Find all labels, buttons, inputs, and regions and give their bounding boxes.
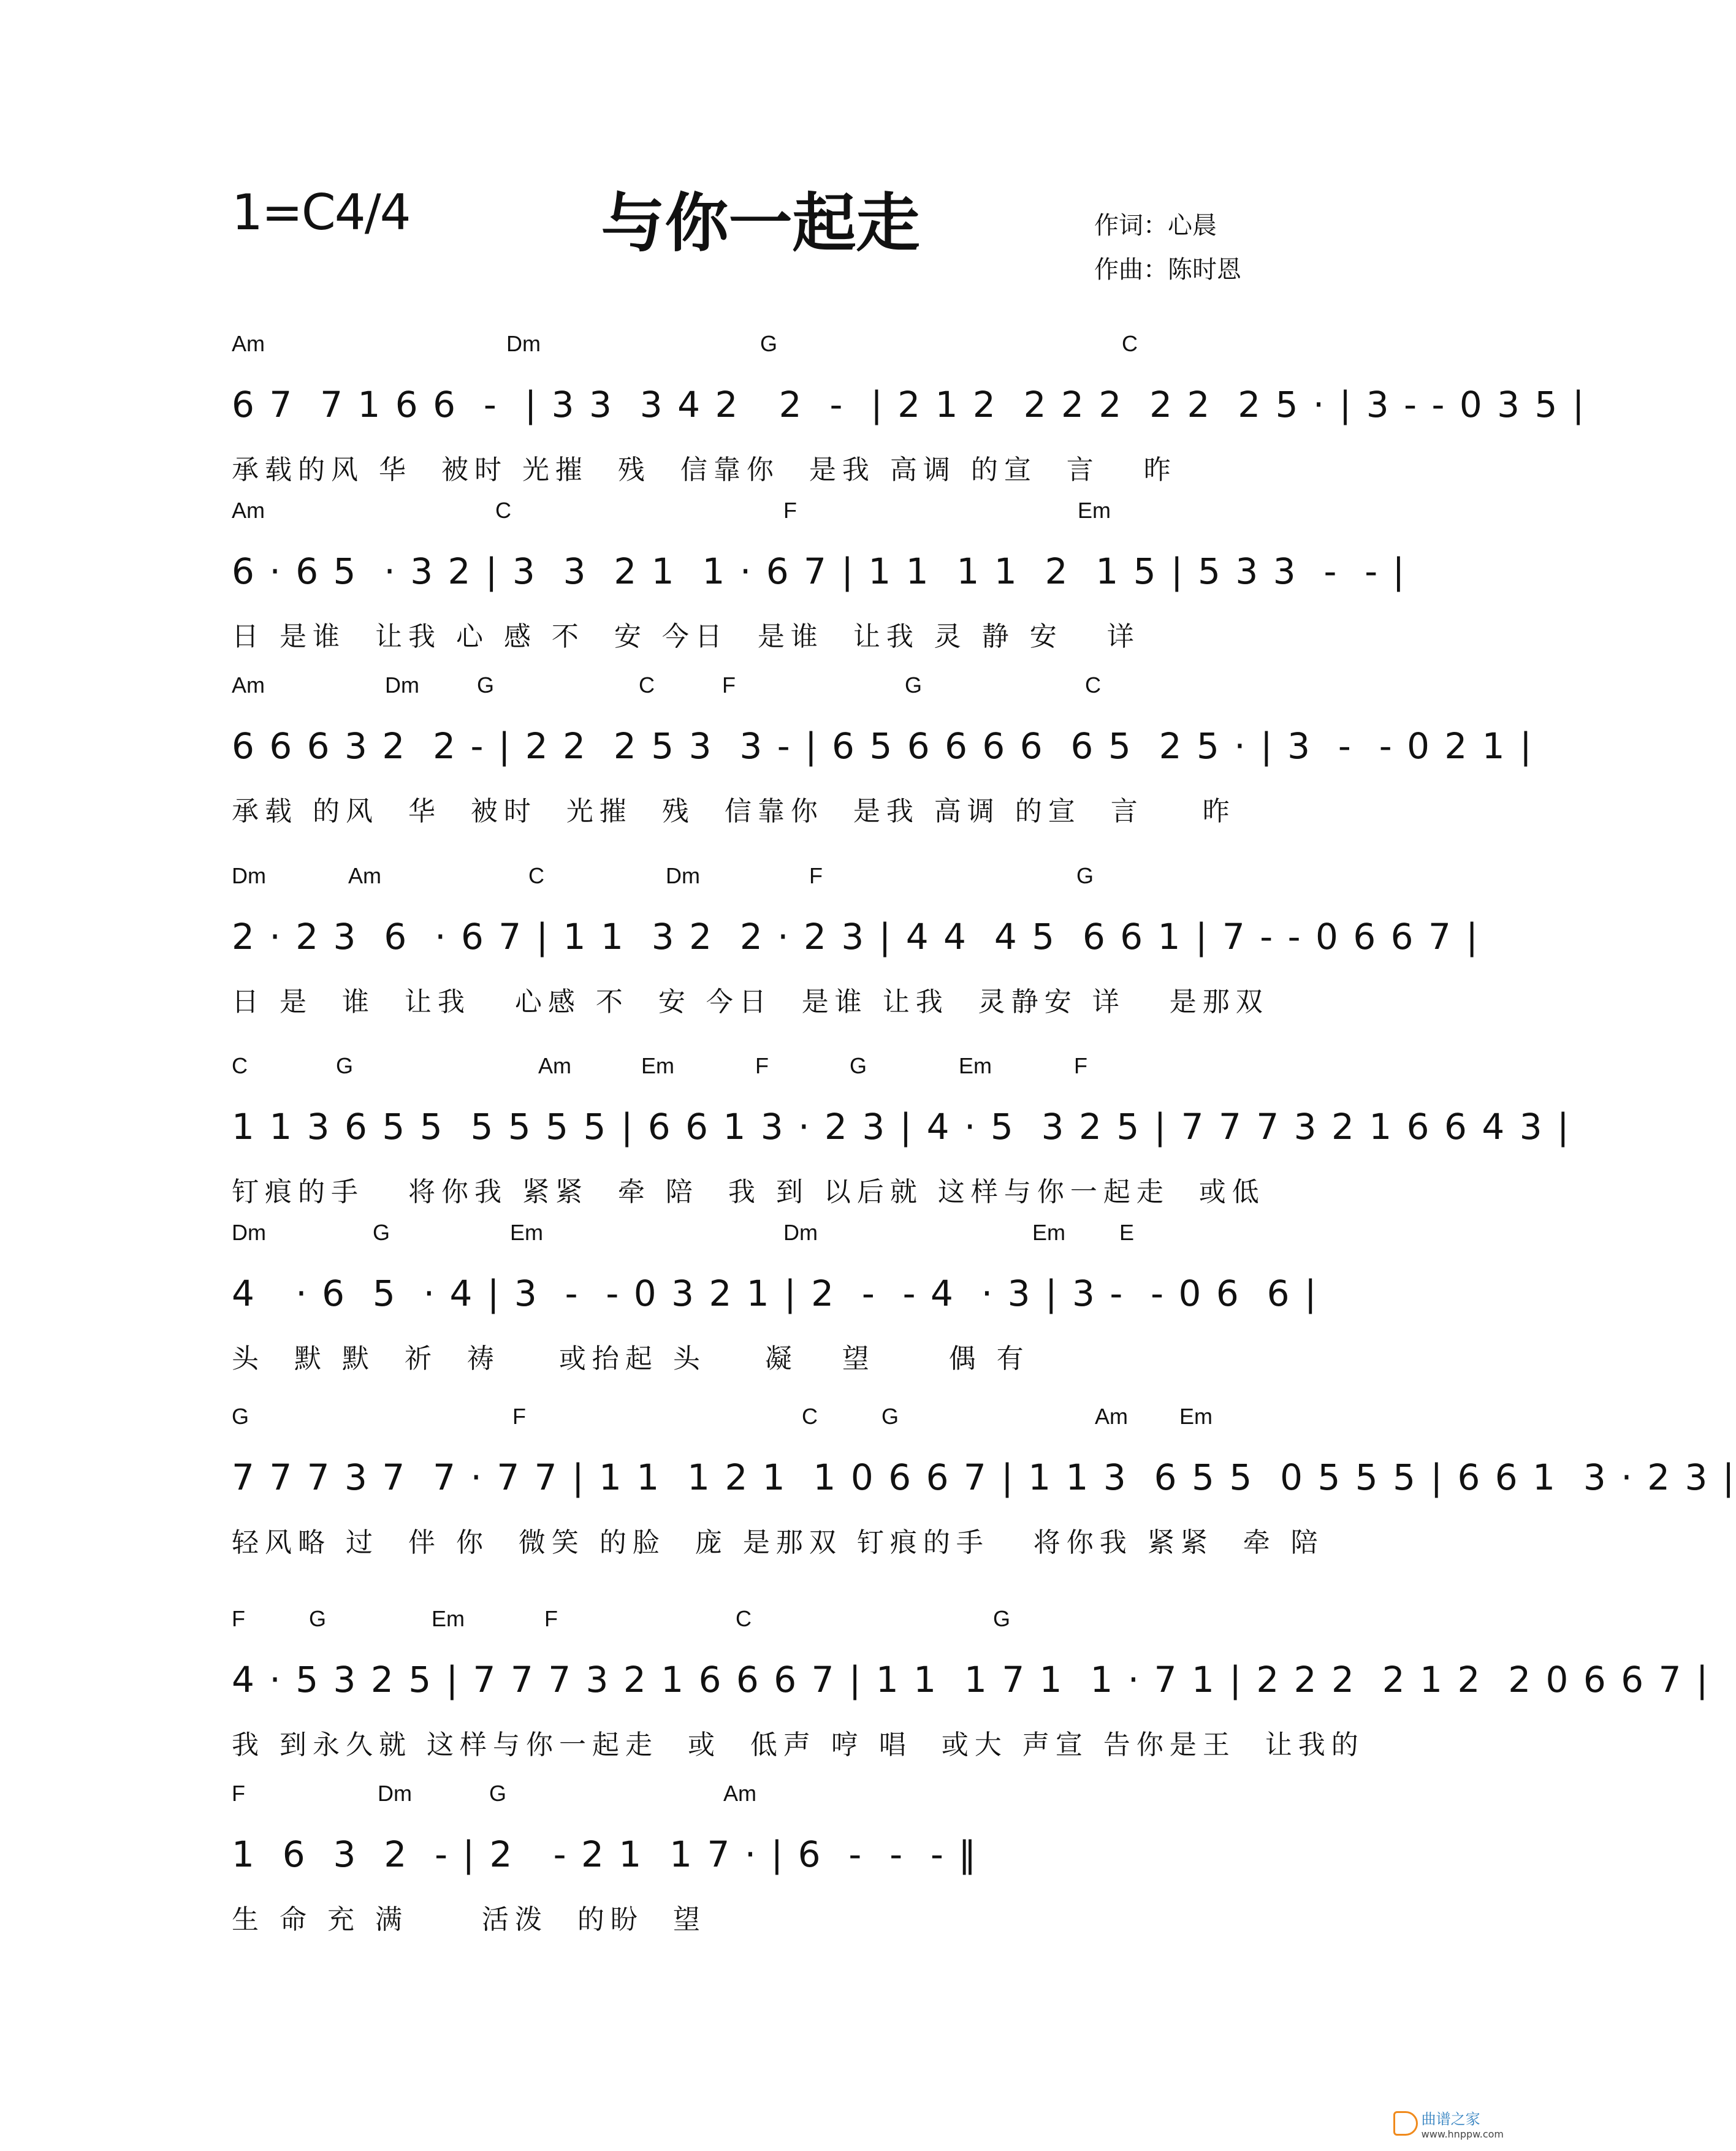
- chord-symbol: Am: [232, 331, 265, 356]
- notation-row: 4 · 5 3 2 5 | 7 7 7 3 2 1 6 6 6 7 | 1 1 1 7 1 1 · 7 1 | 2 2 2 2 1 2 2 0 6 6 7 |: [232, 1659, 1710, 1700]
- lyrics-row: 承载 的风 华 被时 光摧 残 信靠你 是我 高调 的宣 言 昨: [232, 796, 1236, 827]
- score-system-5: [232, 1053, 1571, 1208]
- lyrics-row: 头 默 默 祈 祷 或抬起 头 凝 望 偶 有: [232, 1343, 1030, 1374]
- chord-row: [232, 331, 1286, 362]
- chord-symbol: F: [809, 863, 823, 888]
- chord-row: [232, 672, 1286, 703]
- notation-row: 2 · 2 3 6 · 6 7 | 1 1 3 2 2 · 2 3 | 4 4 4 5 6 6 1 | 7 - - 0 6 6 7 |: [232, 916, 1480, 957]
- chord-symbol: C: [639, 672, 655, 698]
- chord-row: [232, 863, 1286, 894]
- chord-symbol: Em: [1179, 1404, 1213, 1429]
- score-system-2: [232, 498, 1407, 652]
- notation-row: 7 7 7 3 7 7 · 7 7 | 1 1 1 2 1 1 0 6 6 7 | 1 1 3 6 5 5 0 5 5 5 | 6 6 1 3 · 2 3 |: [232, 1456, 1736, 1498]
- chord-symbol: C: [495, 498, 511, 523]
- notation-row: 1 6 3 2 - | 2 - 2 1 1 7 · | 6 - - - ‖: [232, 1833, 978, 1875]
- chord-row: [232, 1404, 1286, 1434]
- watermark-text: [1422, 2107, 1504, 2140]
- chord-symbol: Dm: [232, 863, 266, 888]
- chord-symbol: F: [232, 1781, 245, 1806]
- chord-symbol: F: [1074, 1053, 1087, 1078]
- notation-row: 1 1 3 6 5 5 5 5 5 5 | 6 6 1 3 · 2 3 | 4 · 5 3 2 5 | 7 7 7 3 2 1 6 6 4 3 |: [232, 1106, 1571, 1148]
- chord-symbol: Em: [432, 1606, 465, 1631]
- chord-symbol: Em: [1032, 1220, 1065, 1245]
- chord-symbol: G: [881, 1404, 899, 1429]
- chord-symbol: Dm: [378, 1781, 412, 1806]
- chord-symbol: G: [1076, 863, 1094, 888]
- chord-symbol: Dm: [783, 1220, 818, 1245]
- chord-symbol: C: [232, 1053, 248, 1078]
- score-system-3: [232, 672, 1534, 827]
- chord-row: [232, 1781, 1286, 1811]
- chord-symbol: Am: [723, 1781, 756, 1806]
- watermark-brand: 曲谱之家: [1421, 2111, 1480, 2128]
- lyrics-row: 日 是 谁 让我 心感 不 安 今日 是谁 让我 灵静安 详 是那双: [232, 986, 1269, 1018]
- chord-symbol: G: [309, 1606, 327, 1631]
- score-system-8: [232, 1606, 1710, 1761]
- chord-symbol: C: [1122, 331, 1138, 356]
- chord-symbol: C: [528, 863, 544, 888]
- chord-symbol: Am: [538, 1053, 571, 1078]
- chord-symbol: Dm: [232, 1220, 266, 1245]
- chord-symbol: G: [336, 1053, 354, 1078]
- score-system-9: [232, 1781, 1286, 1935]
- chord-symbol: G: [905, 672, 923, 698]
- chord-symbol: C: [1085, 672, 1101, 698]
- chord-symbol: C: [802, 1404, 818, 1429]
- site-watermark: [1393, 2107, 1504, 2140]
- watermark-site: www.hnppw.com: [1421, 2128, 1504, 2140]
- chord-row: [232, 1220, 1286, 1251]
- score-system-1: [232, 331, 1586, 485]
- lyrics-row: 生 命 充 满 活泼 的盼 望: [232, 1904, 706, 1935]
- chord-symbol: Dm: [666, 863, 700, 888]
- lyrics-row: 钉痕的手 将你我 紧紧 牵 陪 我 到 以后就 这样与你一起走 或低: [232, 1176, 1265, 1208]
- chord-row: [232, 1606, 1286, 1637]
- chord-symbol: Am: [232, 498, 265, 523]
- chord-symbol: Dm: [506, 331, 541, 356]
- score-system-4: [232, 863, 1480, 1018]
- lyrics-row: 轻风略 过 伴 你 微笑 的脸 庞 是那双 钉痕的手 将你我 紧紧 牵 陪: [232, 1527, 1324, 1558]
- chord-symbol: F: [783, 498, 797, 523]
- chord-symbol: Am: [232, 672, 265, 698]
- chord-row: [232, 498, 1286, 528]
- key-signature: 1=C4/4: [232, 184, 410, 241]
- chord-symbol: E: [1119, 1220, 1135, 1245]
- chord-symbol: F: [512, 1404, 526, 1429]
- chord-symbol: F: [755, 1053, 769, 1078]
- chord-symbol: F: [232, 1606, 245, 1631]
- chord-symbol: Em: [1078, 498, 1111, 523]
- watermark-logo-icon: [1393, 2111, 1418, 2136]
- chord-symbol: G: [993, 1606, 1011, 1631]
- composer-credit: 作曲：陈时恩: [1094, 256, 1241, 284]
- lyricist-credit: 作词：心晨: [1094, 211, 1217, 240]
- chord-symbol: C: [736, 1606, 752, 1631]
- chord-symbol: Em: [641, 1053, 674, 1078]
- chord-symbol: Em: [959, 1053, 992, 1078]
- chord-symbol: G: [850, 1053, 867, 1078]
- chord-symbol: G: [760, 331, 778, 356]
- chord-symbol: F: [722, 672, 736, 698]
- lyrics-row: 日 是谁 让我 心 感 不 安 今日 是谁 让我 灵 静 安 详: [232, 621, 1140, 652]
- chord-symbol: G: [477, 672, 495, 698]
- chord-symbol: Em: [510, 1220, 543, 1245]
- notation-row: 6 7 7 1 6 6 - | 3 3 3 4 2 2 - | 2 1 2 2 2 2 2 2 2 5 · | 3 - - 0 3 5 |: [232, 384, 1586, 425]
- score-system-7: [232, 1404, 1736, 1558]
- score-system-6: [232, 1220, 1319, 1374]
- chord-symbol: G: [489, 1781, 507, 1806]
- chord-symbol: Dm: [385, 672, 419, 698]
- chord-symbol: Am: [348, 863, 381, 888]
- chord-row: [232, 1053, 1286, 1084]
- notation-row: 4 · 6 5 · 4 | 3 - - 0 3 2 1 | 2 - - 4 · 3 | 3 - - 0 6 6 |: [232, 1273, 1319, 1314]
- lyrics-row: 承载的风 华 被时 光摧 残 信靠你 是我 高调 的宣 言 昨: [232, 454, 1177, 485]
- song-title: 与你一起走: [601, 186, 920, 261]
- notation-row: 6 · 6 5 · 3 2 | 3 3 2 1 1 · 6 7 | 1 1 1 1 2 1 5 | 5 3 3 - - |: [232, 550, 1407, 592]
- lyrics-row: 我 到永久就 这样与你一起走 或 低声 哼 唱 或大 声宣 告你是王 让我的: [232, 1729, 1365, 1761]
- notation-row: 6 6 6 3 2 2 - | 2 2 2 5 3 3 - | 6 5 6 6 6 6 6 5 2 5 · | 3 - - 0 2 1 |: [232, 725, 1534, 767]
- chord-symbol: G: [232, 1404, 249, 1429]
- chord-symbol: G: [373, 1220, 390, 1245]
- chord-symbol: Am: [1095, 1404, 1128, 1429]
- chord-symbol: F: [544, 1606, 558, 1631]
